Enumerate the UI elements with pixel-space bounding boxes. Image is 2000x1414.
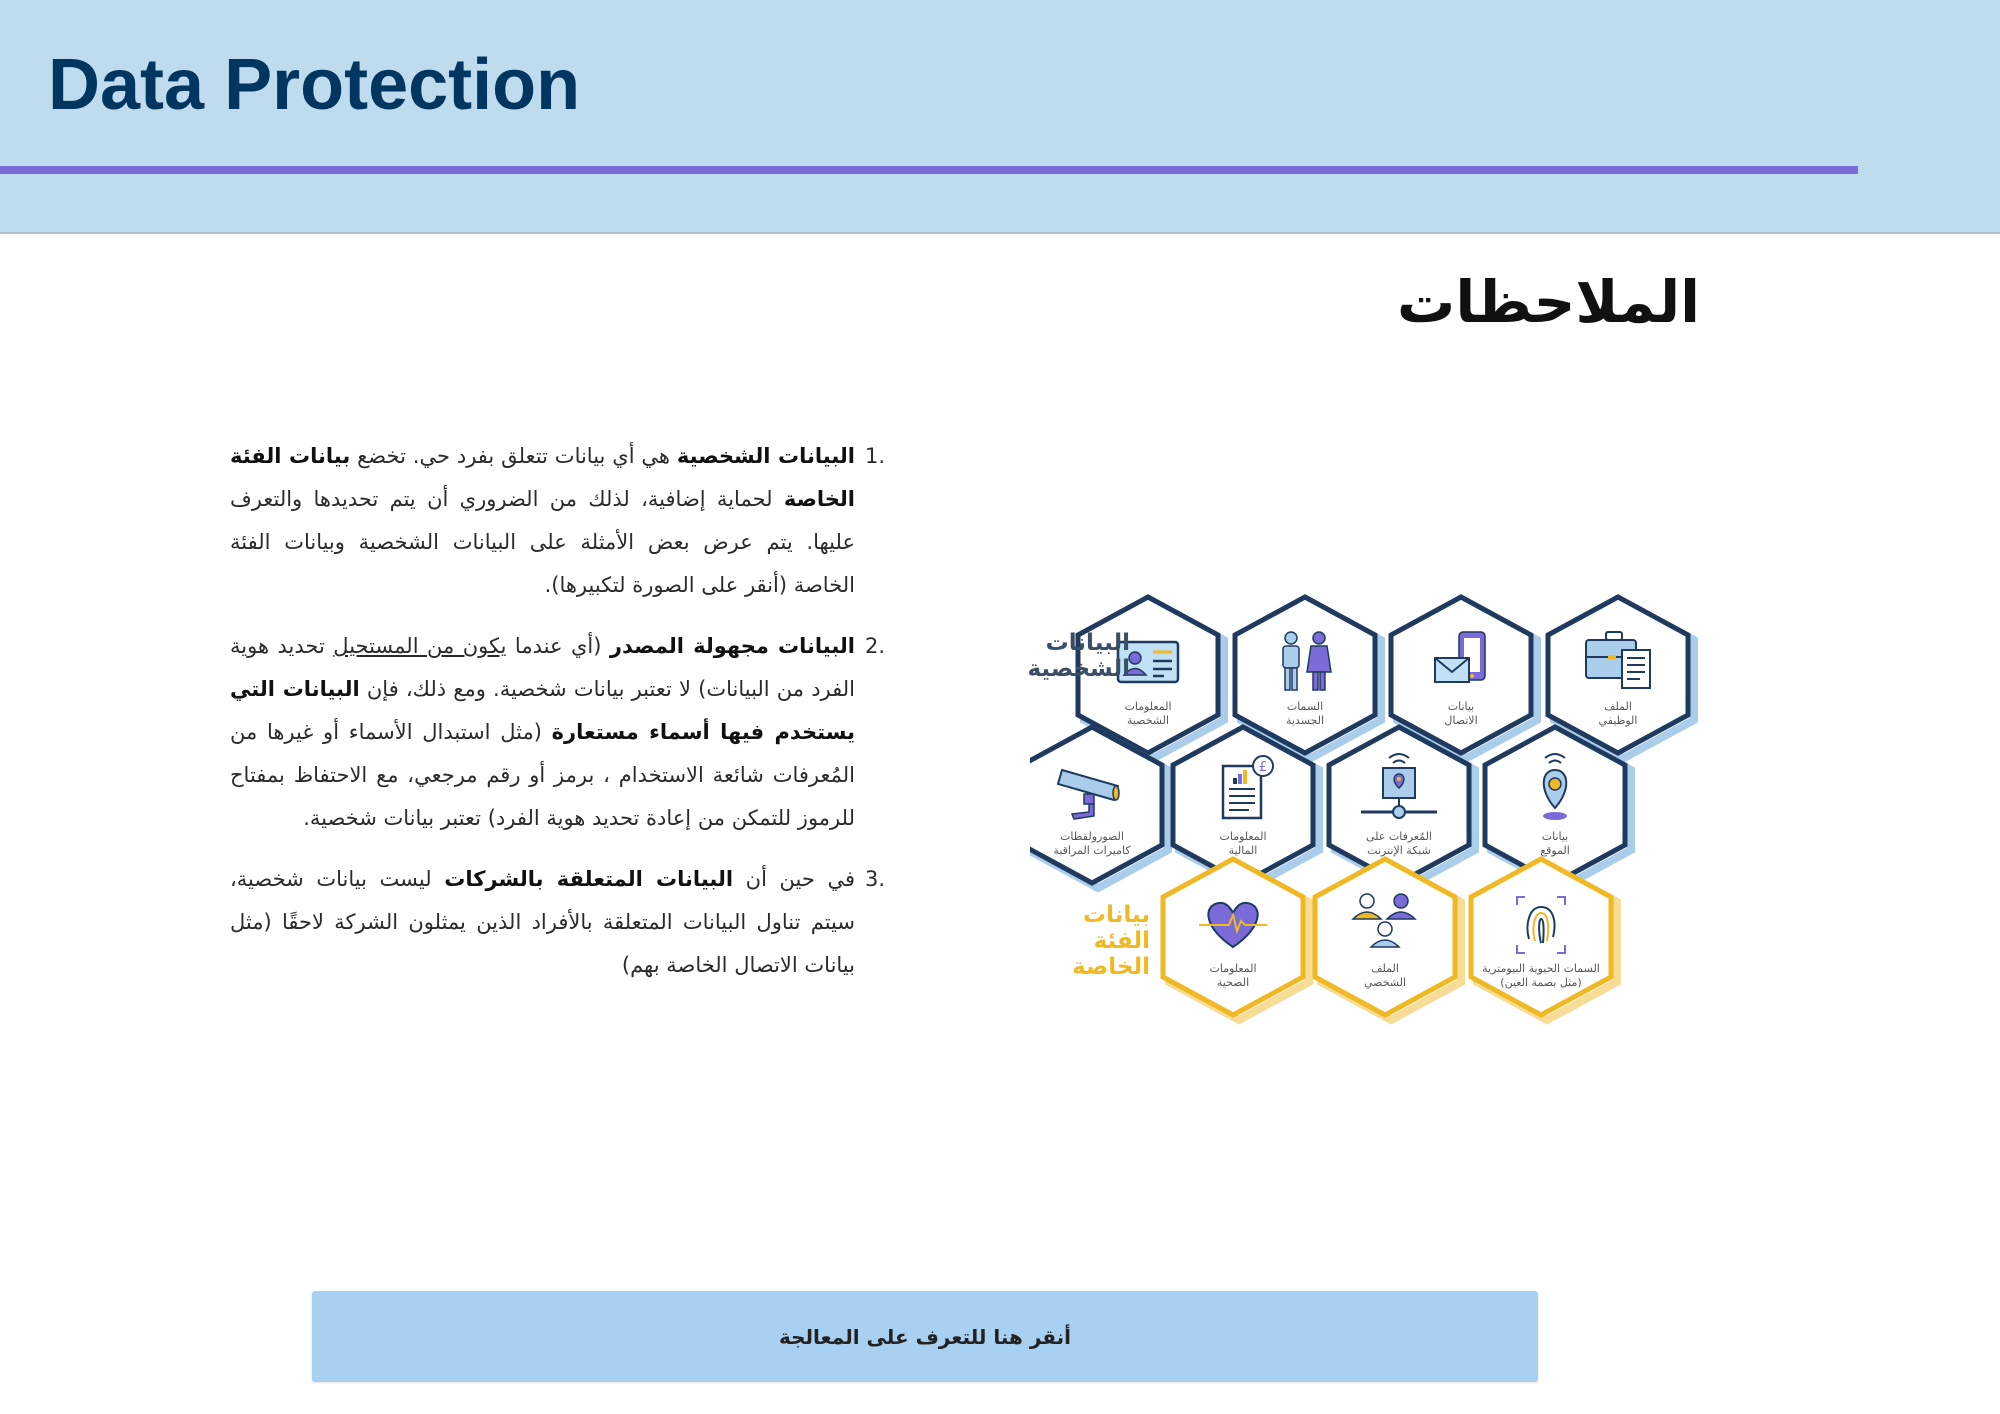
personal-data-label: البيانات الشخصية [1027,630,1130,682]
note-bold-term: البيانات التي يستخدم فيها أسماء مستعارة [230,677,855,744]
note-item-3 [230,858,885,987]
hex-label-personal-profile: الملف الشخصي [1363,962,1407,989]
hex-label-biometrics: السمات الحيوية البيومترية (مثل بصمة العين) [1482,962,1600,989]
data-categories-graphic[interactable] [1027,580,1770,1030]
learn-about-processing-button[interactable] [312,1291,1538,1382]
note-text: (مثل استبدال الأسماء أو غيرها من المُعرفات شائعة الاستخدام ، برمز أو رقم مرجعي، مع الاحتفاظ بمفتاح للرموز للتمكن من إعادة تحديد هوية الفرد) تعتبر بيانات شخصية. [230,720,855,830]
hex-label-contact-data: بيانات الاتصال [1444,700,1478,727]
special-category-label: بيانات الفئة الخاصة [1072,902,1150,980]
note-number: 1. [864,444,885,468]
note-text: لحماية إضافية، لذلك من الضروري أن يتم تحديدها والتعرف عليها. يتم عرض بعض الأمثلة على البيانات الشخصية وبيانات الفئة الخاصة (أنقر على الصورة لتكبيرها). [230,487,855,597]
note-bold-term: البيانات المتعلقة بالشركات [444,867,734,891]
cta-label: أنقر هنا للتعرف على المعالجة [778,1324,1072,1349]
hex-label-online-identifiers: المُعرفات على شبكة الإنترنت [1366,830,1432,857]
notes-list [230,435,885,1005]
note-bold-term: البيانات مجهولة المصدر [609,634,855,658]
svg-text:£: £ [1258,760,1268,775]
header-accent-rule [0,166,1858,174]
notes-heading: الملاحظات [1397,268,1700,336]
hex-label-location-data: بيانات الموقع [1540,830,1570,857]
note-bold-term: بيانات الفئة الخاصة [230,444,855,511]
hex-label-health-info: المعلومات الصحية [1209,962,1257,989]
note-bold-term: البيانات الشخصية [676,444,855,468]
note-text: ليست بيانات شخصية، سيتم تناول البيانات المتعلقة بالأفراد الذين يمثلون الشركة لاحقًا (مثل بيانات الاتصال الخاصة بهم) [230,867,855,977]
hex-label-physical-traits: السمات الجسدية [1285,700,1325,727]
page-title: Data Protection [48,45,581,125]
note-text: (أي عندما [506,634,610,658]
note-number: 2. [864,634,885,658]
hex-label-personal-info: المعلومات الشخصية [1124,700,1172,727]
hex-label-employment-file: الملف الوظيفي [1598,700,1638,727]
hex-label-financial-info: المعلومات المالية [1219,830,1267,857]
note-item-1 [230,435,885,607]
hex-personal-profile [1315,859,1461,1020]
note-underlined-text: يكون من المستحيل [333,634,507,658]
note-number: 3. [864,867,885,891]
note-text: هي أي بيانات تتعلق بفرد حي. تخضع [350,444,677,468]
note-text: تحديد هوية الفرد من البيانات) لا تعتبر بيانات شخصية. ومع ذلك، فإن [230,634,856,701]
slide-header [0,0,2000,234]
note-text: في حين أن [733,867,855,891]
hex-label-cctv-images: الصورولقطات كاميرات المراقبة [1053,830,1131,857]
note-item-2 [230,625,885,840]
